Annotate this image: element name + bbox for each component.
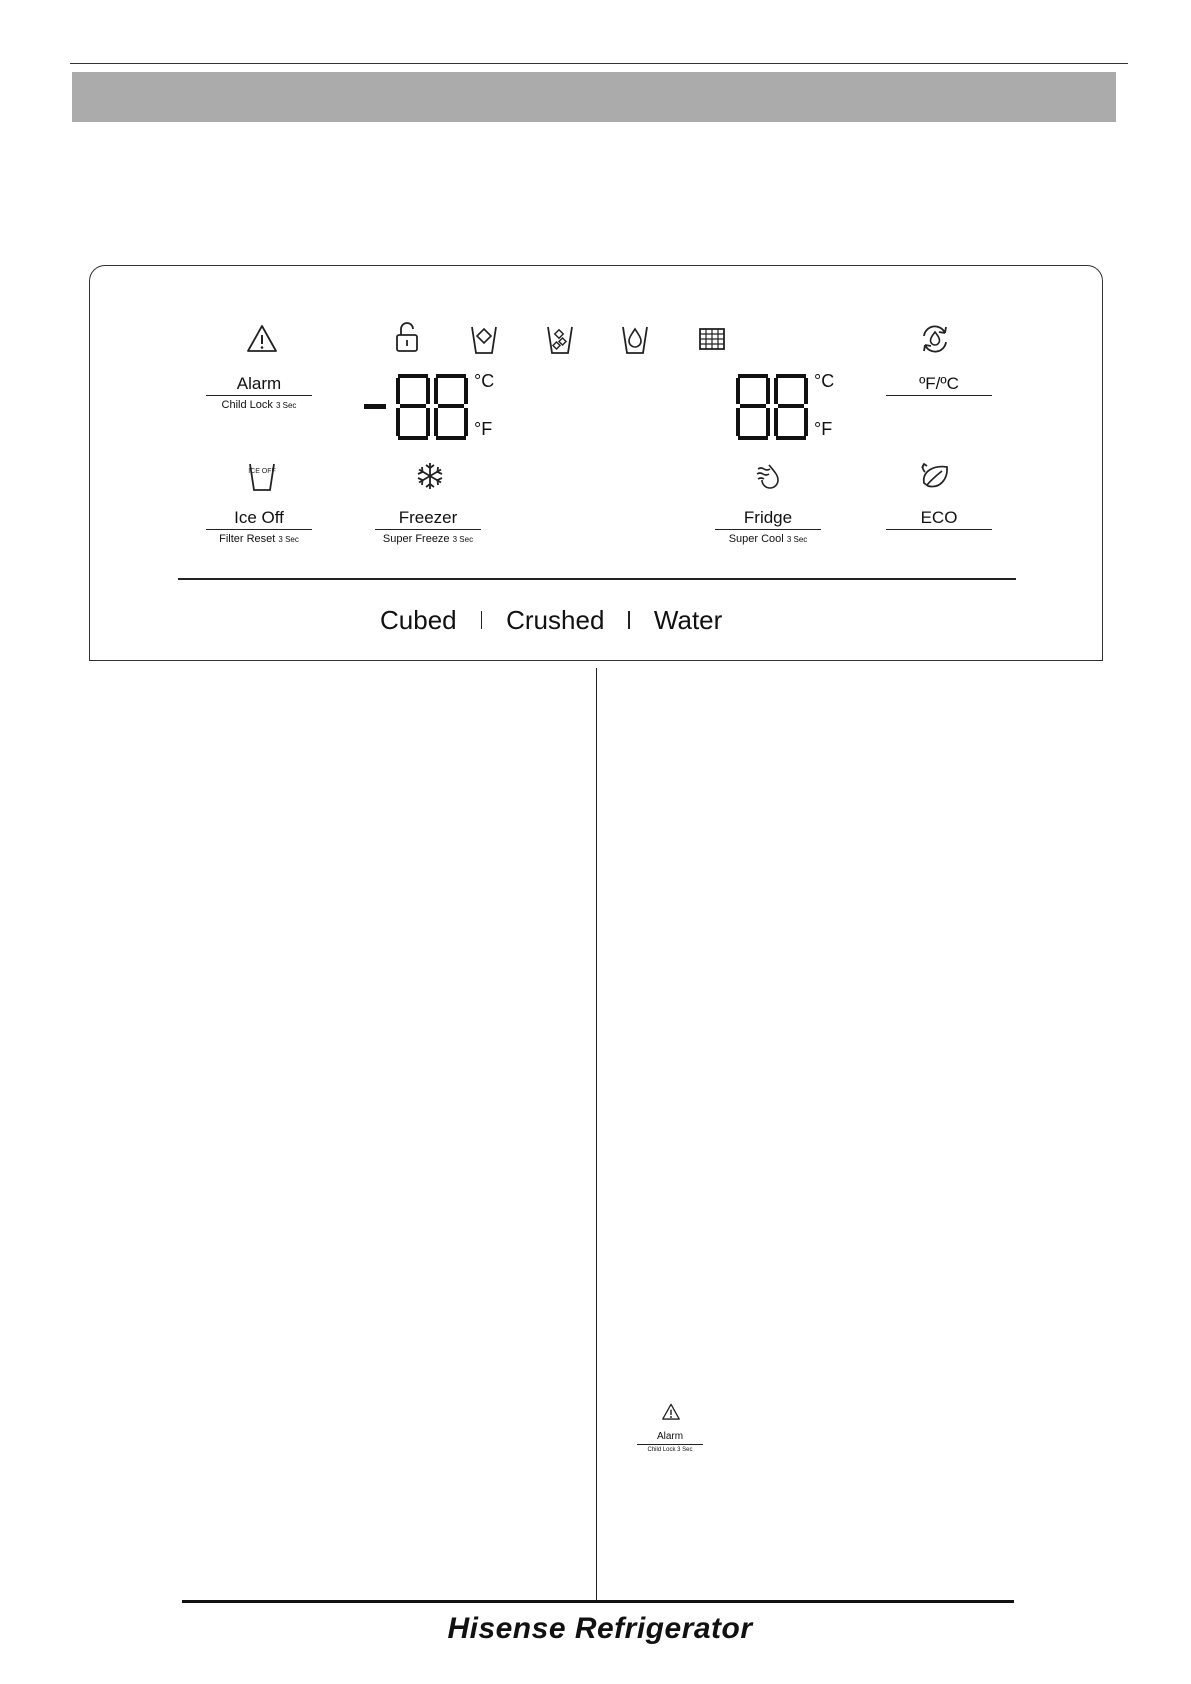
dispense-separator: [481, 611, 483, 629]
mini-alarm-label: Alarm: [637, 1430, 703, 1445]
unit-toggle-icon: [918, 322, 952, 356]
mini-warning-icon: [661, 1402, 681, 1422]
freezer-unit-f: °F: [474, 419, 493, 439]
freezer-unit-c: °C: [474, 371, 495, 391]
dispense-water[interactable]: Water: [653, 604, 723, 635]
freezer-button[interactable]: [375, 507, 481, 545]
snowflake-icon: [413, 459, 447, 493]
super-freeze-label: Super Freeze 3 Sec: [382, 533, 474, 545]
section-title-bar: [72, 72, 1116, 122]
super-cool-icon: [751, 459, 785, 493]
fridge-button[interactable]: [715, 507, 821, 545]
footer-rule: [182, 1600, 1014, 1603]
dispense-cubed[interactable]: Cubed: [380, 604, 457, 635]
unit-toggle-button[interactable]: [886, 373, 992, 396]
water-drop-icon[interactable]: [618, 322, 652, 356]
ice-off-icon: [245, 459, 279, 493]
fridge-temp-display: [734, 372, 810, 442]
dispense-options: [380, 600, 800, 640]
child-lock-label: Child Lock 3 Sec: [221, 399, 297, 411]
ice-off-button[interactable]: [206, 507, 312, 545]
svg-text:ICE OFF: ICE OFF: [248, 468, 276, 475]
freezer-temp-display: [362, 372, 472, 442]
freezer-label: Freezer: [375, 507, 481, 530]
dispense-separator: [628, 611, 630, 629]
warning-icon: [245, 322, 279, 356]
mini-child-lock-label: Child Lock 3 Sec: [647, 1447, 693, 1453]
eco-label: ECO: [886, 507, 992, 530]
alarm-label: Alarm: [206, 373, 312, 396]
eco-button[interactable]: [886, 507, 992, 530]
panel-divider: [178, 578, 1016, 580]
filter-icon: [695, 322, 729, 356]
mini-alarm-button: [637, 1430, 703, 1453]
cubed-ice-icon[interactable]: [467, 322, 501, 356]
alarm-button[interactable]: [206, 373, 312, 411]
dispense-crushed[interactable]: Crushed: [506, 604, 605, 635]
super-cool-label: Super Cool 3 Sec: [728, 533, 808, 545]
column-divider: [596, 668, 597, 1600]
crushed-ice-icon[interactable]: [543, 322, 577, 356]
header-rule: [70, 63, 1128, 64]
ice-off-label: Ice Off: [206, 507, 312, 530]
unit-toggle-label: ºF/ºC: [886, 373, 992, 396]
unlock-icon[interactable]: [390, 320, 424, 354]
eco-leaf-icon: [918, 459, 952, 493]
fridge-unit-c: °C: [814, 371, 835, 391]
fridge-label: Fridge: [715, 507, 821, 530]
fridge-unit-f: °F: [814, 419, 833, 439]
filter-reset-label: Filter Reset 3 Sec: [219, 533, 299, 545]
brand-footer: Hisense Refrigerator: [447, 1612, 753, 1645]
